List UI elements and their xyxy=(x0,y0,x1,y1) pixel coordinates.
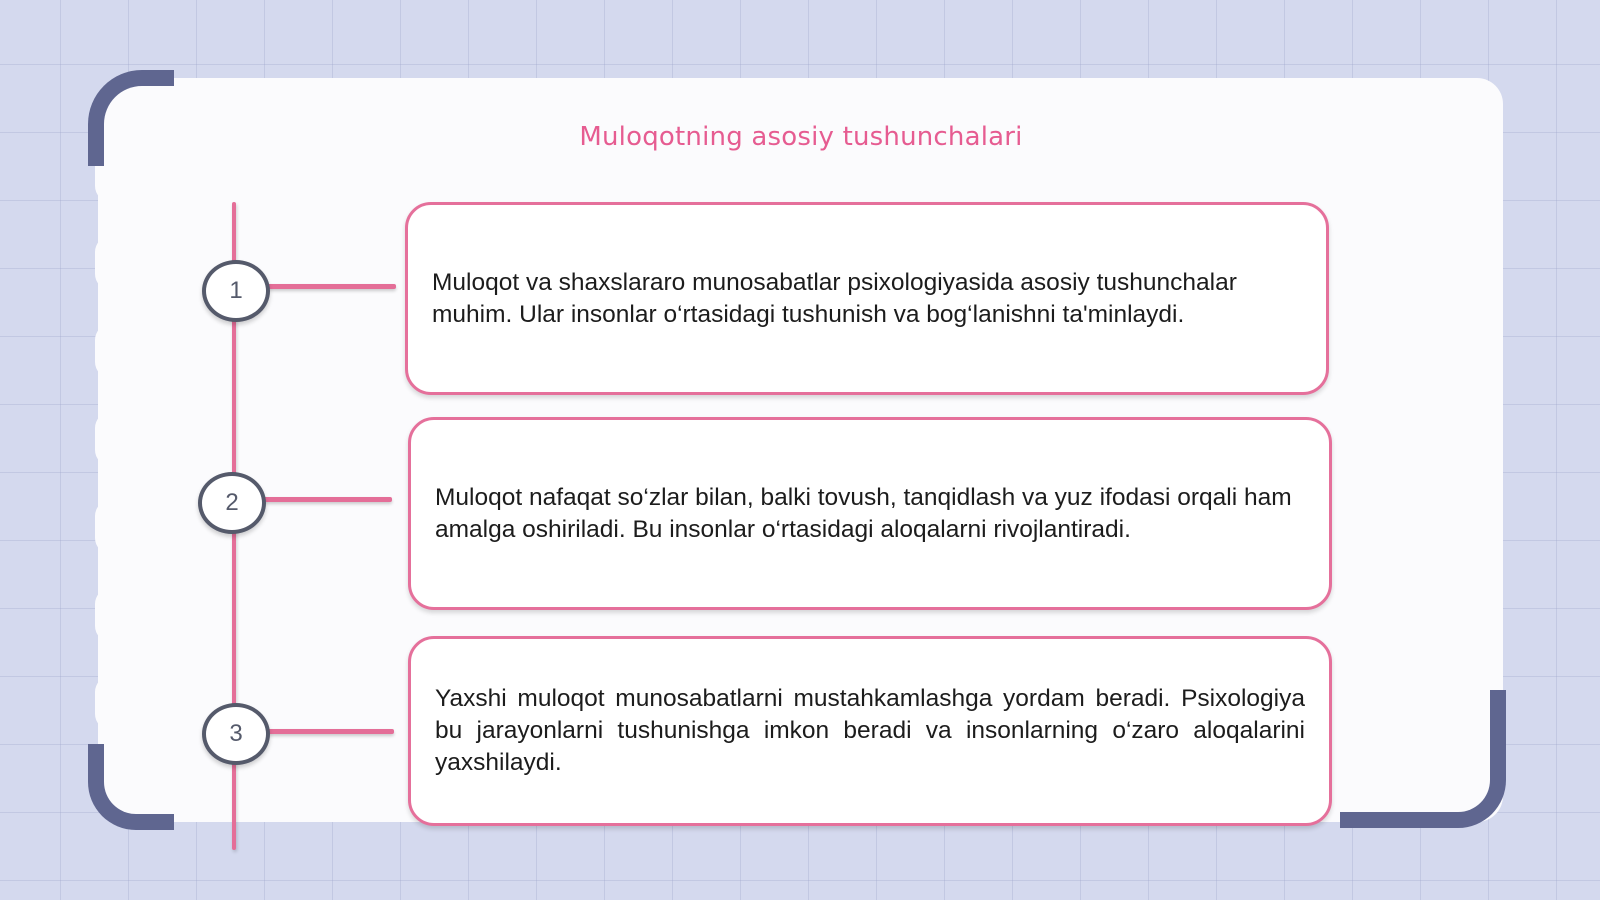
concept-card xyxy=(405,202,1329,395)
step-number: 1 xyxy=(229,277,243,304)
timeline-connector xyxy=(262,729,394,734)
step-number-badge xyxy=(202,703,270,765)
concept-text: Muloqot va shaxslararo munosabatlar psixologiyasida asosiy tushunchalar muhim. Ular insonlar o‘rtasidagi tushunish va bog‘lanishni ta'minlaydi. xyxy=(432,268,1237,328)
concept-card xyxy=(408,417,1332,610)
concept-card xyxy=(408,636,1332,826)
step-number: 3 xyxy=(229,720,243,747)
card-edge-scallop xyxy=(95,676,127,730)
card-edge-scallop xyxy=(95,500,127,554)
card-edge-scallop xyxy=(95,324,127,378)
corner-bracket-bottom-right xyxy=(1340,690,1506,828)
step-number-badge xyxy=(202,260,270,322)
step-number-badge xyxy=(198,472,266,534)
slide-title: Muloqotning asosiy tushunchalari xyxy=(579,122,1023,152)
step-number: 2 xyxy=(225,489,239,516)
concept-text: Muloqot nafaqat so‘zlar bilan, balki tovush, tanqidlash va yuz ifodasi orqali ham amalga oshiriladi. Bu insonlar o‘rtasidagi aloqalarni rivojlantiradi. xyxy=(435,483,1292,543)
card-edge-scallop xyxy=(95,588,127,642)
timeline-connector xyxy=(262,284,396,289)
card-edge-scallop xyxy=(95,412,127,466)
concept-text: Yaxshi muloqot munosabatlarni mustahkamlashga yordam beradi. Psixologiya bu jarayonlarni tushunishga imkon beradi va insonlarning o‘zaro aloqalarini yaxshilaydi. xyxy=(435,685,1305,776)
corner-bracket-bottom-left xyxy=(88,744,174,830)
timeline-connector xyxy=(258,497,392,502)
card-edge-scallop xyxy=(95,236,127,290)
